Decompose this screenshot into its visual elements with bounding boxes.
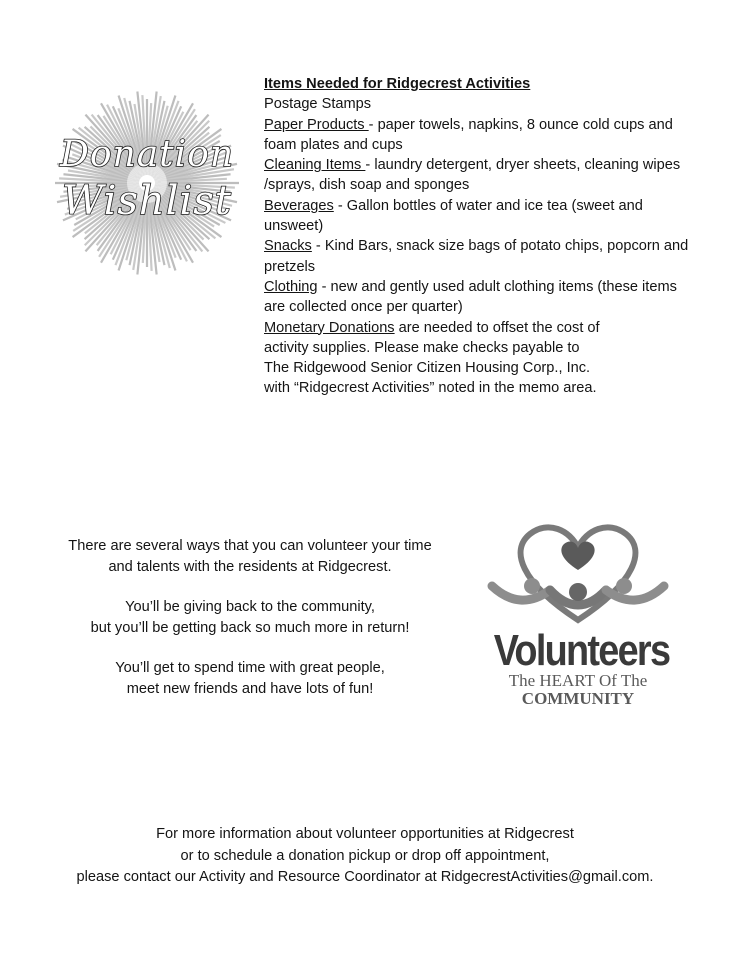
footer-line-3: please contact our Activity and Resource Coordinator at RidgecrestActivities@gmail.com.: [76, 869, 654, 885]
item-text: - Kind Bars, snack size bags of potato chips, popcorn and pretzels: [264, 238, 689, 275]
wishlist-item-snacks: [264, 236, 694, 277]
volunteers-logo: [480, 520, 680, 720]
monetary-line3: The Ridgewood Senior Citizen Housing Corp., Inc.: [264, 360, 591, 377]
monetary-line2: activity supplies. Please make checks payable to: [264, 339, 580, 356]
wishlist-heading: Items Needed for Ridgecrest Activities: [264, 76, 531, 92]
volunteer-line: and talents with the residents at Ridgecrest.: [108, 558, 392, 575]
volunteer-line: but you’ll be getting back so much more in return!: [90, 619, 410, 636]
volunteer-paragraph-1: [40, 536, 460, 577]
item-label: Clothing: [264, 278, 318, 295]
volunteer-line: meet new friends and have lots of fun!: [126, 680, 374, 697]
wishlist-item-clothing: [264, 277, 694, 318]
item-label: Beverages: [264, 197, 334, 214]
item-label: Snacks: [264, 238, 312, 255]
monetary-line4: with “Ridgecrest Activities” noted in the memo area.: [264, 380, 597, 397]
wishlist-item-cleaning: [264, 155, 694, 196]
logo-wordmark: Volunteers: [493, 626, 670, 675]
donation-wishlist-badge: [52, 88, 242, 278]
volunteer-line: There are several ways that you can volunteer your time: [68, 538, 432, 554]
item-text: - laundry detergent, dryer sheets, cleaning wipes /sprays, dish soap and sponges: [264, 157, 681, 194]
item-label: Cleaning Items: [264, 157, 366, 174]
footer-line-2: or to schedule a donation pickup or drop off appointment,: [180, 847, 550, 864]
item-text: - new and gently used adult clothing items (these items are collected once per quarter): [264, 278, 677, 316]
badge-title-line1: Donation: [59, 134, 235, 175]
wishlist-item-monetary: [264, 318, 694, 338]
wishlist-section: [264, 74, 694, 399]
volunteer-line: You’ll be giving back to the community,: [125, 599, 375, 615]
item-label: Paper Products: [264, 116, 369, 133]
wishlist-item-beverages: [264, 196, 694, 237]
heart-people-icon: [480, 520, 676, 630]
footer-contact: [0, 824, 730, 889]
footer-line-1: For more information about volunteer opportunities at Ridgecrest: [156, 826, 574, 842]
item-text: - paper towels, napkins, 8 ounce cold cups and foam plates and cups: [264, 116, 673, 153]
item-text: - Gallon bottles of water and ice tea (sweet and unsweet): [264, 197, 643, 235]
wishlist-item-postage: Postage Stamps: [264, 96, 372, 113]
item-label: Monetary Donations: [264, 319, 395, 336]
volunteer-paragraph-2: [40, 597, 460, 638]
badge-title-line2: Wishlist: [62, 178, 232, 224]
logo-tagline-1: The HEART Of The: [508, 671, 648, 690]
wishlist-item-paper: [264, 115, 694, 156]
volunteer-paragraph-3: [40, 658, 460, 699]
volunteer-section: [40, 536, 460, 719]
volunteer-line: You’ll get to spend time with great people,: [115, 660, 385, 676]
logo-tagline-2: COMMUNITY: [521, 689, 635, 708]
item-text: are needed to offset the cost of: [394, 319, 600, 336]
